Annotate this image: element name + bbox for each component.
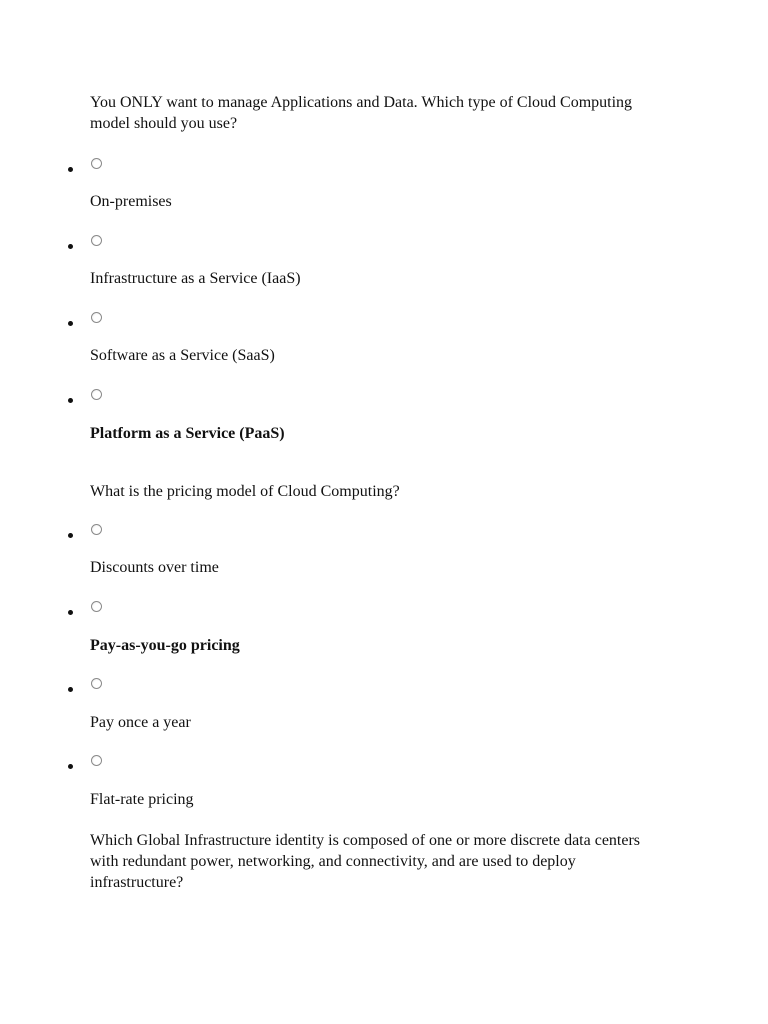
question-3-text: Which Global Infrastructure identity is composed of one or more discrete data centers with redundant power, networking, and connectivity, and are used to deploy infrastructure? xyxy=(90,832,641,891)
option-label: Flat-rate pricing xyxy=(90,791,194,808)
list-bullet xyxy=(68,398,73,403)
question-2-text: What is the pricing model of Cloud Computing? xyxy=(90,483,400,500)
radio-option-1-2[interactable] xyxy=(91,235,102,246)
radio-option-2-4[interactable] xyxy=(91,755,102,766)
list-bullet xyxy=(68,764,73,769)
list-bullet xyxy=(68,321,73,326)
option-label: Pay once a year xyxy=(90,714,191,731)
radio-option-2-1[interactable] xyxy=(91,524,102,535)
option-label: On-premises xyxy=(90,193,172,210)
radio-option-1-1[interactable] xyxy=(91,158,102,169)
option-label: Software as a Service (SaaS) xyxy=(90,347,275,364)
radio-option-2-2[interactable] xyxy=(91,601,102,612)
radio-option-1-3[interactable] xyxy=(91,312,102,323)
list-bullet xyxy=(68,610,73,615)
option-label: Infrastructure as a Service (IaaS) xyxy=(90,270,301,287)
list-bullet xyxy=(68,687,73,692)
radio-option-2-3[interactable] xyxy=(91,678,102,689)
list-bullet xyxy=(68,533,73,538)
radio-option-1-4[interactable] xyxy=(91,389,102,400)
option-label-correct: Platform as a Service (PaaS) xyxy=(90,425,285,442)
question-1-text: You ONLY want to manage Applications and Data. Which type of Cloud Computing model should you use? xyxy=(90,94,633,132)
option-label-correct: Pay-as-you-go pricing xyxy=(90,637,240,654)
option-label: Discounts over time xyxy=(90,559,219,576)
list-bullet xyxy=(68,244,73,249)
list-bullet xyxy=(68,167,73,172)
